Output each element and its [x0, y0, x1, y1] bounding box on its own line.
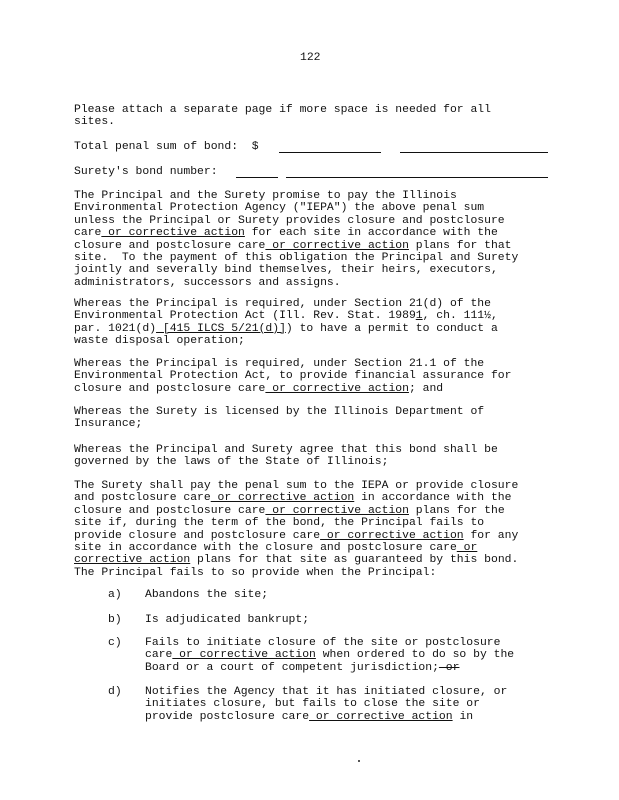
- page-number: 122: [300, 52, 321, 64]
- bond-number-blank: [236, 177, 278, 178]
- penal-sum-text: Total penal sum of bond:: [74, 141, 239, 153]
- attach-note: [74, 104, 554, 129]
- paragraph-promise: The Principal and the Surety promise to pay the Illinois Environmental Protection Agency ("IEPA") the above penal sum unless the Principal or Surety provides closure and postclosure care or corrective action for each site in accordance with the closure and postclosure care or corrective action plans for that site. To the payment of this obligation the Principal and Surety jointly and severally bind themselves, their heirs, executors, administrators, successors and assigns.: [74, 190, 519, 289]
- item-c-label: c): [108, 637, 122, 649]
- item-a-label: a): [108, 589, 122, 601]
- bond-number-label: Surety's bond number:: [74, 166, 218, 178]
- paragraph-whereas-assurance: Whereas the Principal is required, under Section 21.1 of the Environmental Protection Act, to provide financial assurance for closure and postclosure care or corrective action; and: [74, 358, 512, 395]
- item-d-text: Notifies the Agency that it has initiated closure, or initiates closure, but fails to close the site or provide postclosure care or corrective action in: [145, 686, 508, 723]
- paragraph-whereas-permit: Whereas the Principal is required, under Section 21(d) of the Environmental Protection Act (Ill. Rev. Stat. 19891, ch. 111½, par. 1021(d) [415 ILCS 5/21(d)]) to have a permit to conduct a waste disposal operation;: [74, 298, 498, 348]
- penal-sum-blank-2: [400, 152, 548, 153]
- attach-note-line-1: Please attach a separate page if more space is needed for all: [74, 104, 491, 116]
- item-b-text: Is adjudicated bankrupt;: [145, 614, 310, 626]
- scan-speck: [358, 760, 360, 762]
- penal-sum-blank: [279, 152, 381, 153]
- paragraph-whereas-governed: Whereas the Principal and Surety agree that this bond shall be governed by the laws of the State of Illinois;: [74, 444, 498, 469]
- bond-number-blank-2: [286, 177, 548, 178]
- item-d-label: d): [108, 686, 122, 698]
- item-b-label: b): [108, 614, 122, 626]
- paragraph-whereas-licensed: Whereas the Surety is licensed by the Illinois Department of Insurance;: [74, 406, 485, 431]
- item-a-text: Abandons the site;: [145, 589, 269, 601]
- currency-sign: $: [251, 141, 259, 153]
- item-c-text: Fails to initiate closure of the site or postclosure care or corrective action when ordered to do so by the Board or a court of competent jurisdiction; or: [145, 637, 515, 674]
- attach-note-line-2: sites.: [74, 116, 116, 129]
- paragraph-surety-shall-pay: The Surety shall pay the penal sum to the IEPA or provide closure and postclosure care or corrective action in accordance with the closure and postclosure care or corrective action plans for the site if, during the term of the bond, the Principal fails to provide closure and postclosure care or corrective action for any site in accordance with the closure and postclosure care or corrective action plans for that site as guaranteed by this bond. The Principal fails to so provide when the Principal:: [74, 480, 519, 579]
